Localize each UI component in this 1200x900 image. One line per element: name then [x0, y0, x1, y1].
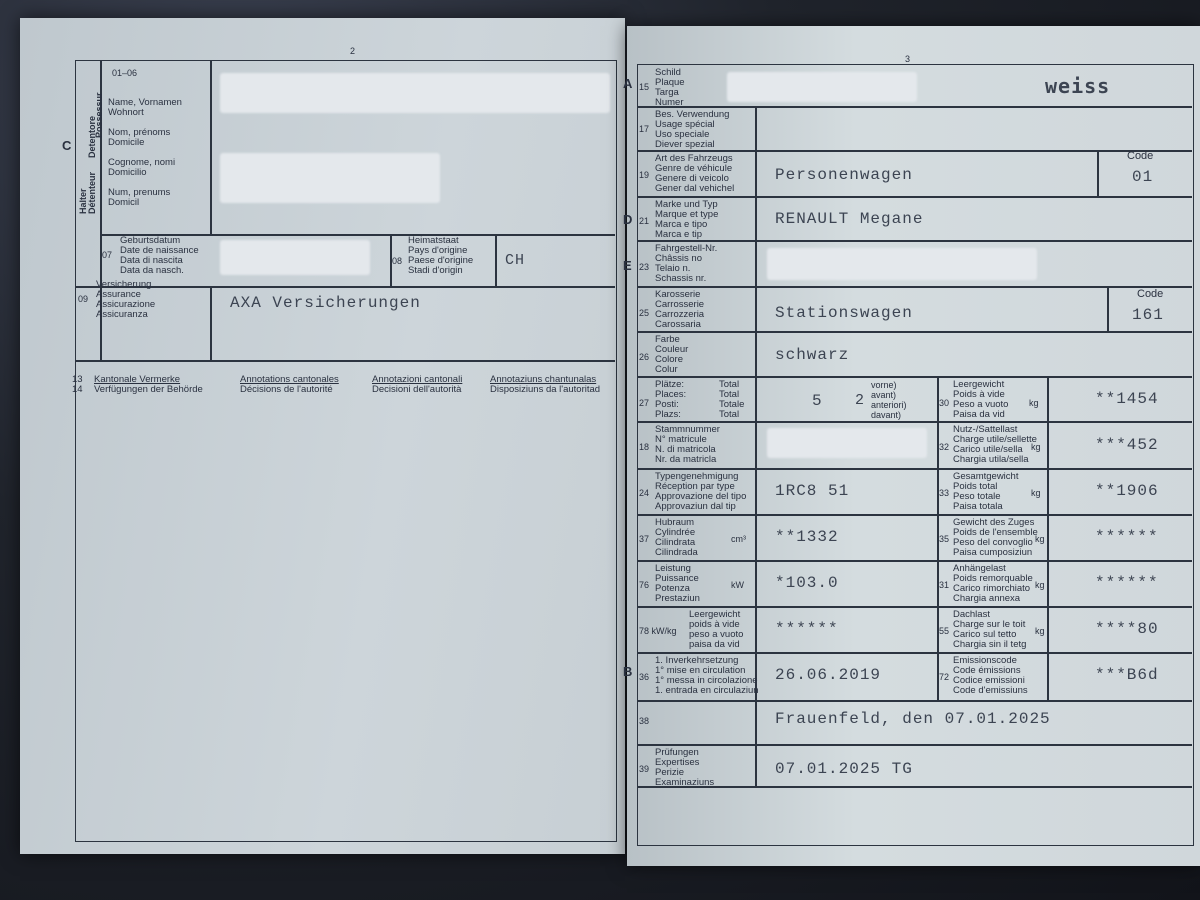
section-letter-a: A [623, 76, 633, 91]
divider [637, 240, 1192, 242]
annotation-de-1: Kantonale Vermerke [94, 374, 181, 385]
seats-total-value: 5 [812, 392, 823, 410]
plate-color-value: weiss [1045, 74, 1111, 98]
right-page [623, 26, 1200, 866]
field-num-13: 13 [72, 374, 83, 385]
divider [210, 60, 212, 235]
type-approval-value: 1RC8 51 [775, 482, 850, 500]
divider [495, 234, 497, 286]
divider [637, 421, 1192, 423]
total-weight-label: Gesamtgewicht Poids total Peso totale Paisa totala [953, 471, 1019, 512]
train-weight-value: ****** [1095, 528, 1159, 546]
field-num-33: 33 [939, 488, 950, 498]
power-to-weight-label: Leergewicht poids à vide peso a vuoto paisa da vid [689, 609, 744, 650]
inspections-label: Prüfungen Expertises Perizie Examinaziuns [655, 747, 715, 788]
field-num-36: 36 [639, 672, 650, 682]
issue-place-date-value: Frauenfeld, den 07.01.2025 [775, 710, 1051, 728]
field-num-38: 38 [639, 716, 650, 726]
divider [637, 514, 1192, 516]
payload-label: Nutz-/Sattellast Charge utile/sellette Carico utile/sella Chargia utila/sella [953, 424, 1037, 465]
divider [637, 331, 1192, 333]
emission-code-value: ***B6d [1095, 666, 1159, 684]
body-value: Stationswagen [775, 304, 913, 322]
redacted-base-number [767, 428, 927, 458]
annotation-de-2: Verfügungen der Behörde [94, 384, 203, 395]
field-num-17: 17 [639, 124, 650, 134]
first-registration-value: 26.06.2019 [775, 666, 882, 684]
seats-front-value: 2 [855, 392, 866, 409]
field-num-15: 15 [639, 82, 650, 92]
field-num-09: 09 [78, 294, 89, 304]
divider [637, 106, 1192, 108]
base-number-label: Stammnummer N° matricule N. di matricola Nr. da matricla [655, 424, 720, 465]
field-num-23: 23 [639, 262, 650, 272]
divider [637, 700, 1192, 702]
field-num-32: 32 [939, 442, 950, 452]
emission-code-label: Emissionscode Code émissions Codice emissioni Code d'emissiuns [953, 655, 1028, 696]
field-num-30: 30 [939, 398, 950, 408]
annotation-it-2: Decisioni dell'autorità [372, 384, 462, 395]
annotation-rm-1: Annotaziuns chantunalas [490, 374, 597, 385]
unit-kg: kg [1031, 442, 1041, 452]
field-num-25: 25 [639, 308, 650, 318]
roof-load-value: ****80 [1095, 620, 1159, 638]
seats-label: Plätze: Places: Posti: Plazs: [655, 379, 687, 420]
seats-front-label: vorne) avant) anteriori) davant) [871, 380, 907, 420]
divider [637, 606, 1192, 608]
page-number: 3 [905, 54, 911, 64]
field-num-72: 72 [939, 672, 950, 682]
divider [1047, 376, 1049, 700]
train-weight-label: Gewicht des Zuges Poids de l'ensemble Peso del convoglio Paisa cumposiziun [953, 517, 1038, 558]
vehicle-kind-code: 01 [1132, 168, 1154, 186]
field-num-18: 18 [639, 442, 650, 452]
make-model-value: RENAULT Megane [775, 210, 924, 228]
unit-kg: kg [1035, 580, 1045, 590]
field-num-01: 01–06 [112, 68, 138, 78]
annotation-fr-1: Annotations cantonales [240, 374, 339, 385]
divider [637, 468, 1192, 470]
vehicle-kind-label: Art des Fahrzeugs Genre de véhicule Genere di veicolo Gener dal vehichel [655, 153, 735, 194]
body-label: Karosserie Carrosserie Carrozzeria Carossaria [655, 289, 705, 330]
redacted-birthdate [220, 240, 370, 275]
seats-total-label: Total Total Totale Total [719, 379, 745, 420]
displacement-label: Hubraum Cylindrée Cilindrata Cilindrada [655, 517, 698, 558]
divider [637, 196, 1192, 198]
field-num-21: 21 [639, 216, 650, 226]
page-number: 2 [350, 46, 356, 56]
color-value: schwarz [775, 346, 850, 364]
payload-value: ***452 [1095, 436, 1159, 454]
type-approval-label: Typengenehmigung Réception par type Approvazione del tipo Approvaziun dal tip [655, 471, 747, 512]
first-registration-label: 1. Inverkehrsetzung 1° mise en circulation 1° messa in circolazione 1. entrada en circulaziun [655, 655, 759, 696]
field-num-39: 39 [639, 764, 650, 774]
vertical-label-detenteur: Détenteur [87, 171, 97, 214]
unit-kw: kW [731, 580, 744, 590]
insurance-value: AXA Versicherungen [230, 294, 421, 312]
displacement-value: **1332 [775, 528, 839, 546]
redacted-address [220, 153, 440, 203]
empty-weight-value: **1454 [1095, 390, 1159, 408]
unit-cm3: cm³ [731, 534, 746, 544]
section-letter-b: B [623, 664, 633, 679]
power-label: Leistung Puissance Potenza Prestaziun [655, 563, 700, 604]
power-value: *103.0 [775, 574, 839, 592]
field-num-78: 78 kW/kg [639, 626, 677, 636]
annotation-rm-2: Disposiziuns da l'autoritad [490, 384, 601, 395]
redacted-plate [727, 72, 917, 102]
divider [637, 150, 1192, 152]
insurance-label: Versicherung Assurance Assicurazione Assicuranza [96, 279, 156, 320]
code-header: Code [1127, 150, 1154, 162]
field-num-35: 35 [939, 534, 950, 544]
body-code: 161 [1132, 306, 1164, 324]
unit-kg: kg [1029, 398, 1039, 408]
origin-value: CH [505, 252, 526, 269]
empty-weight-label: Leergewicht Poids à vide Peso a vuoto Paisa da vid [953, 379, 1009, 420]
vehicle-kind-value: Personenwagen [775, 166, 913, 184]
unit-kg: kg [1035, 534, 1045, 544]
divider [637, 286, 1192, 288]
field-num-19: 19 [639, 170, 650, 180]
field-num-76: 76 [639, 580, 650, 590]
divider [1097, 150, 1099, 196]
holder-name-label: Name, Vornamen Wohnort Nom, prénoms Domicile Cognome, nomi Domicilio Num, prenums Domicil [108, 97, 182, 208]
code-header: Code [1137, 288, 1164, 300]
color-label: Farbe Couleur Colore Colur [655, 334, 689, 375]
field-num-07: 07 [102, 250, 113, 260]
chassis-label: Fahrgestell-Nr. Châssis no Telaio n. Schassis nr. [655, 243, 718, 284]
divider [637, 744, 1192, 746]
field-num-31: 31 [939, 580, 950, 590]
annotation-fr-2: Décisions de l'autorité [240, 384, 333, 395]
divider [75, 360, 615, 362]
field-num-14: 14 [72, 384, 83, 395]
divider [637, 652, 1192, 654]
unit-kg: kg [1031, 488, 1041, 498]
annotation-it-1: Annotazioni cantonali [372, 374, 463, 385]
power-to-weight-value: ****** [775, 620, 839, 638]
total-weight-value: **1906 [1095, 482, 1159, 500]
divider [75, 286, 615, 288]
birthdate-label: Geburtsdatum Date de naissance Data di nascita Data da nasch. [120, 235, 199, 276]
vertical-label-possessur: Possessur [94, 92, 104, 138]
divider [637, 560, 1192, 562]
field-num-37: 37 [639, 534, 650, 544]
field-num-26: 26 [639, 352, 650, 362]
trailer-load-label: Anhängelast Poids remorquable Carico rimorchiato Chargia annexa [953, 563, 1033, 604]
divider [637, 376, 1192, 378]
vehicle-registration-document [20, 18, 1200, 878]
section-letter-e: E [623, 258, 632, 273]
redacted-name [220, 73, 610, 113]
inspections-value: 07.01.2025 TG [775, 760, 913, 778]
field-num-08: 08 [392, 256, 403, 266]
field-num-55: 55 [939, 626, 950, 636]
make-model-label: Marke und Typ Marque et type Marca e tipo Marca e tip [655, 199, 719, 240]
special-use-label: Bes. Verwendung Usage spécial Uso speciale Diever spezial [655, 109, 730, 150]
divider [637, 786, 1192, 788]
section-letter-c: C [62, 138, 72, 153]
field-num-24: 24 [639, 488, 650, 498]
left-page [20, 18, 625, 854]
redacted-chassis [767, 248, 1037, 280]
roof-load-label: Dachlast Charge sur le toit Carico sul tetto Chargia sin il tetg [953, 609, 1027, 650]
divider [1107, 286, 1109, 331]
unit-kg: kg [1035, 626, 1045, 636]
trailer-load-value: ****** [1095, 574, 1159, 592]
vertical-label-detentore: Detentore [87, 115, 97, 158]
section-letter-d: D [623, 212, 633, 227]
vertical-label-halter: Halter [78, 188, 88, 214]
divider [210, 286, 212, 360]
field-num-27: 27 [639, 398, 650, 408]
origin-label: Heimatstaat Pays d'origine Paese d'origine Stadi d'origin [408, 235, 474, 276]
plate-label: Schild Plaque Targa Numer [655, 67, 685, 108]
